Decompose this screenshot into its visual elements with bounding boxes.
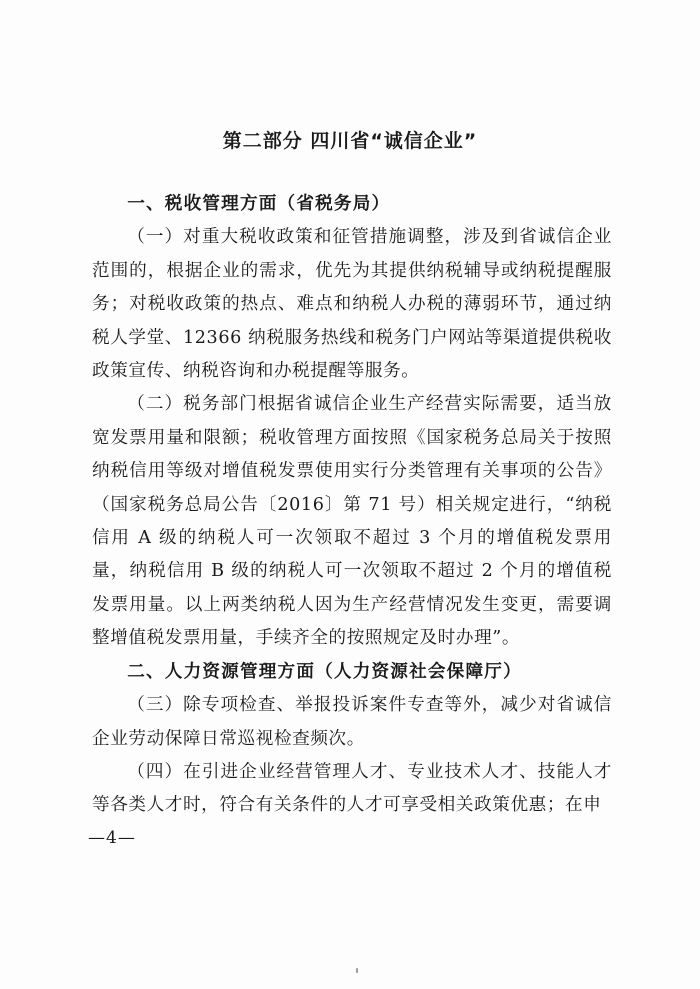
- paragraph-1: （一）对重大税收政策和征管措施调整，涉及到省诚信企业范围的，根据企业的需求，优先为其提供纳税辅导或纳税提醒服务；对税收政策的热点、难点和纳税人办税的薄弱环节，通过纳税人学堂、12366 纳税服务热线和税务门户网站等渠道提供税收政策宣传、纳税咨询和办税提醒等服务。: [92, 227, 613, 382]
- section-heading-hr: 二、人力资源管理方面（人力资源社会保障厅）: [127, 661, 522, 682]
- section-heading-tax: 一、税收管理方面（省税务局）: [127, 194, 391, 214]
- paragraph-2: （二）税务部门根据省诚信企业生产经营实际需要，适当放宽发票用量和限额；税收管理方面按照《国家税务总局关于按照纳税信用等级对增值税发票使用实行分类管理有关事项的公告》（国家税务总局公告〔2016〕第 71 号）相关规定进行，“纳税信用 A 级的纳税人可一次领取不超过 3 个月的增值税发票用量，纳税信用 B 级的纳税人可一次领取不超过 2 个月的增值税发票用量。以上两类纳税人因为生产经营情况发生变更，需要调整增值税发票用量，手续齐全的按照规定及时办理”。: [92, 394, 612, 649]
- paragraph-3: （三）除专项检查、举报投诉案件专查等外，减少对省诚信企业劳动保障日常巡视检查频次。: [92, 695, 612, 749]
- page-number: —4—: [88, 828, 136, 848]
- scan-mark: [356, 968, 358, 973]
- paragraph-4: （四）在引进企业经营管理人才、专业技术人才、技能人才等各类人才时，符合有关条件的人才可享受相关政策优惠；在申: [92, 761, 612, 816]
- page-title: 第二部分 四川省“诚信企业”: [222, 130, 478, 152]
- document-body: [92, 188, 612, 823]
